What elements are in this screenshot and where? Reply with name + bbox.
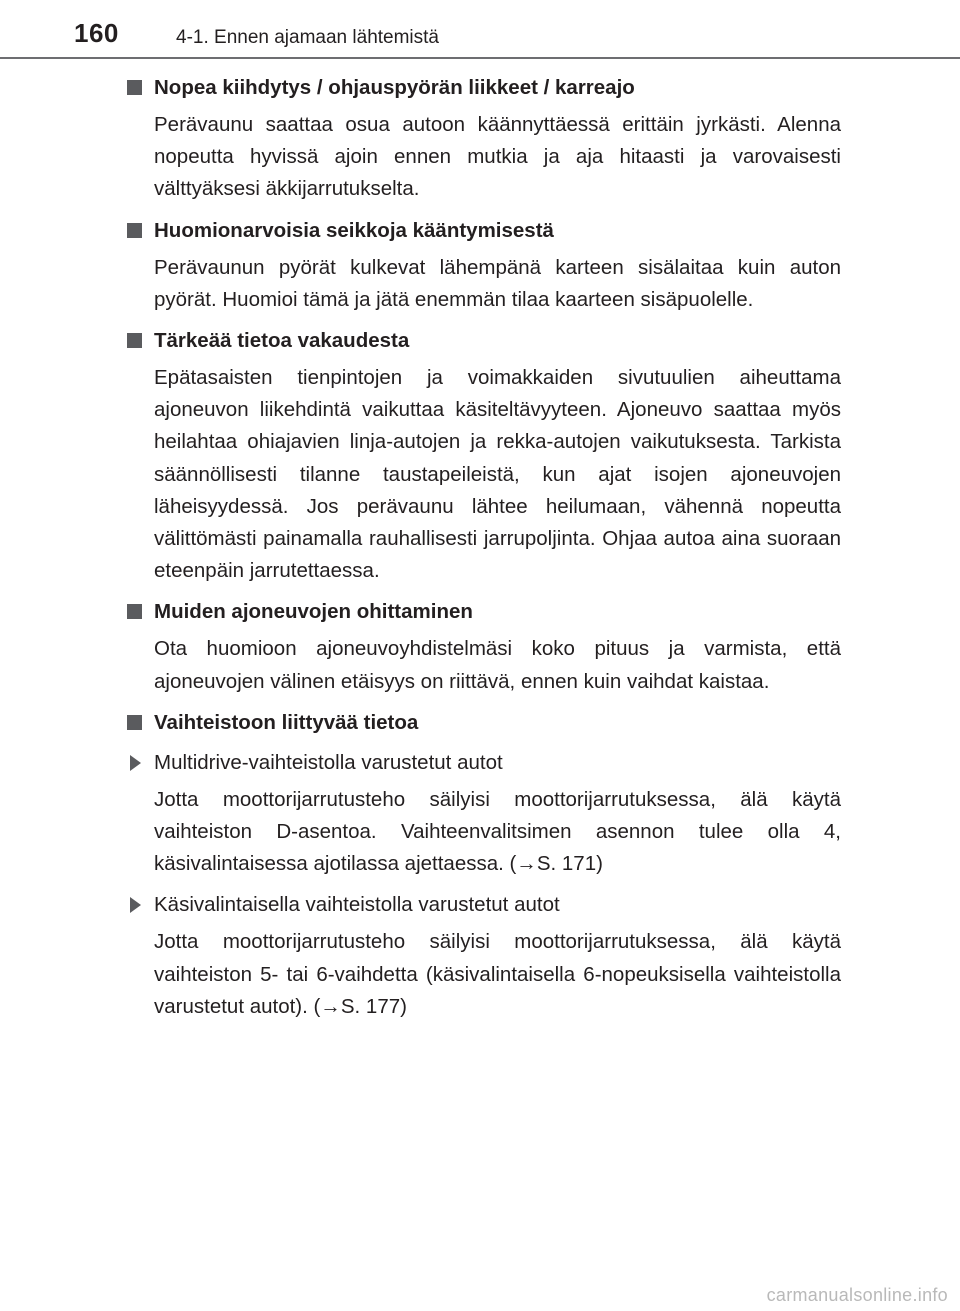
section-paragraph: Perävaunun pyörät kulkevat lähempänä karteen sisälaitaa kuin auton pyörät. Huomioi tämä ja jätä enemmän tilaa kaarteen sisäpuolelle. [154,255,841,311]
subsection-paragraph: Jotta moottorijarrutusteho säilyisi moottorijarrutuksessa, älä käytä vaihteiston 5- tai 6-vaihdetta (käsivalintaisella 6-nopeuksisella vaihteistolla varustetut autot). (→S. 177) [154,930,841,1018]
subsection-heading [123,890,841,920]
section-heading-text: Muiden ajoneuvojen ohittaminen [154,600,473,624]
triangle-bullet-icon [130,897,141,913]
section-heading-text: Tärkeää tietoa vakaudesta [154,329,410,353]
subsection-paragraph: Jotta moottorijarrutusteho säilyisi moottorijarrutuksessa, älä käytä vaihteiston D-asentoa. Vaihteenvalitsimen asennon tulee olla 4, käsivalintaisessa ajotilassa ajettaessa. (→S. 171) [154,787,841,876]
header-divider [0,57,960,59]
square-bullet-icon [127,223,142,238]
section-paragraph: Perävaunu saattaa osua autoon käännyttäessä erittäin jyrkästi. Alenna nopeutta hyvissä ajoin ennen mutkia ja aja hitaasti ja varovaisesti välttyäksesi äkkijarrutukselta. [154,113,841,201]
subsection-heading-text: Käsivalintaisella vaihteistolla varustetut autot [154,893,560,917]
section-paragraph: Ota huomioon ajoneuvoyhdistelmäsi koko pituus ja varmista, että ajoneuvojen välinen etäisyys on riittävä, ennen kuin vaihdat kaistaa. [154,637,841,693]
section-heading [123,216,841,246]
square-bullet-icon [127,80,142,95]
page-header [0,0,960,62]
page-content [123,73,841,1023]
square-bullet-icon [127,604,142,619]
section-heading-text: Vaihteistoon liittyvää tietoa [154,710,419,734]
subsection-heading-text: Multidrive-vaihteistolla varustetut autot [154,750,503,774]
section-heading [123,597,841,627]
section-heading-text: Huomionarvoisia seikkoja kääntymisestä [154,218,554,242]
section-heading [123,326,841,356]
section-heading [123,73,841,103]
chapter-title: 4-1. Ennen ajamaan lähtemistä [176,27,439,48]
site-watermark: carmanualsonline.info [766,1285,948,1305]
subsection-heading [123,748,841,778]
section-paragraph: Epätasaisten tienpintojen ja voimakkaiden sivutuulien aiheuttama ajoneuvon liikehdintä vaikuttaa käsiteltävyyteen. Ajoneuvo saattaa myös heilahtaa ohiajavien linja-autojen ja rekka-autojen vaikutuksesta. Tarkista säännöllisesti tilanne taustapeileistä, kun ajat isojen ajoneuvojen läheisyydessä. Jos perävaunu lähtee heilumaan, vähennä nopeutta välittömästi painamalla rauhallisesti jarrupoljinta. Ohjaa autoa aina suoraan eteenpäin jarrutettaessa. [154,366,841,583]
page-number: 160 [74,18,119,48]
square-bullet-icon [127,715,142,730]
section-heading [123,708,841,738]
triangle-bullet-icon [130,755,141,771]
square-bullet-icon [127,333,142,348]
section-heading-text: Nopea kiihdytys / ohjauspyörän liikkeet / karreajo [154,76,635,99]
